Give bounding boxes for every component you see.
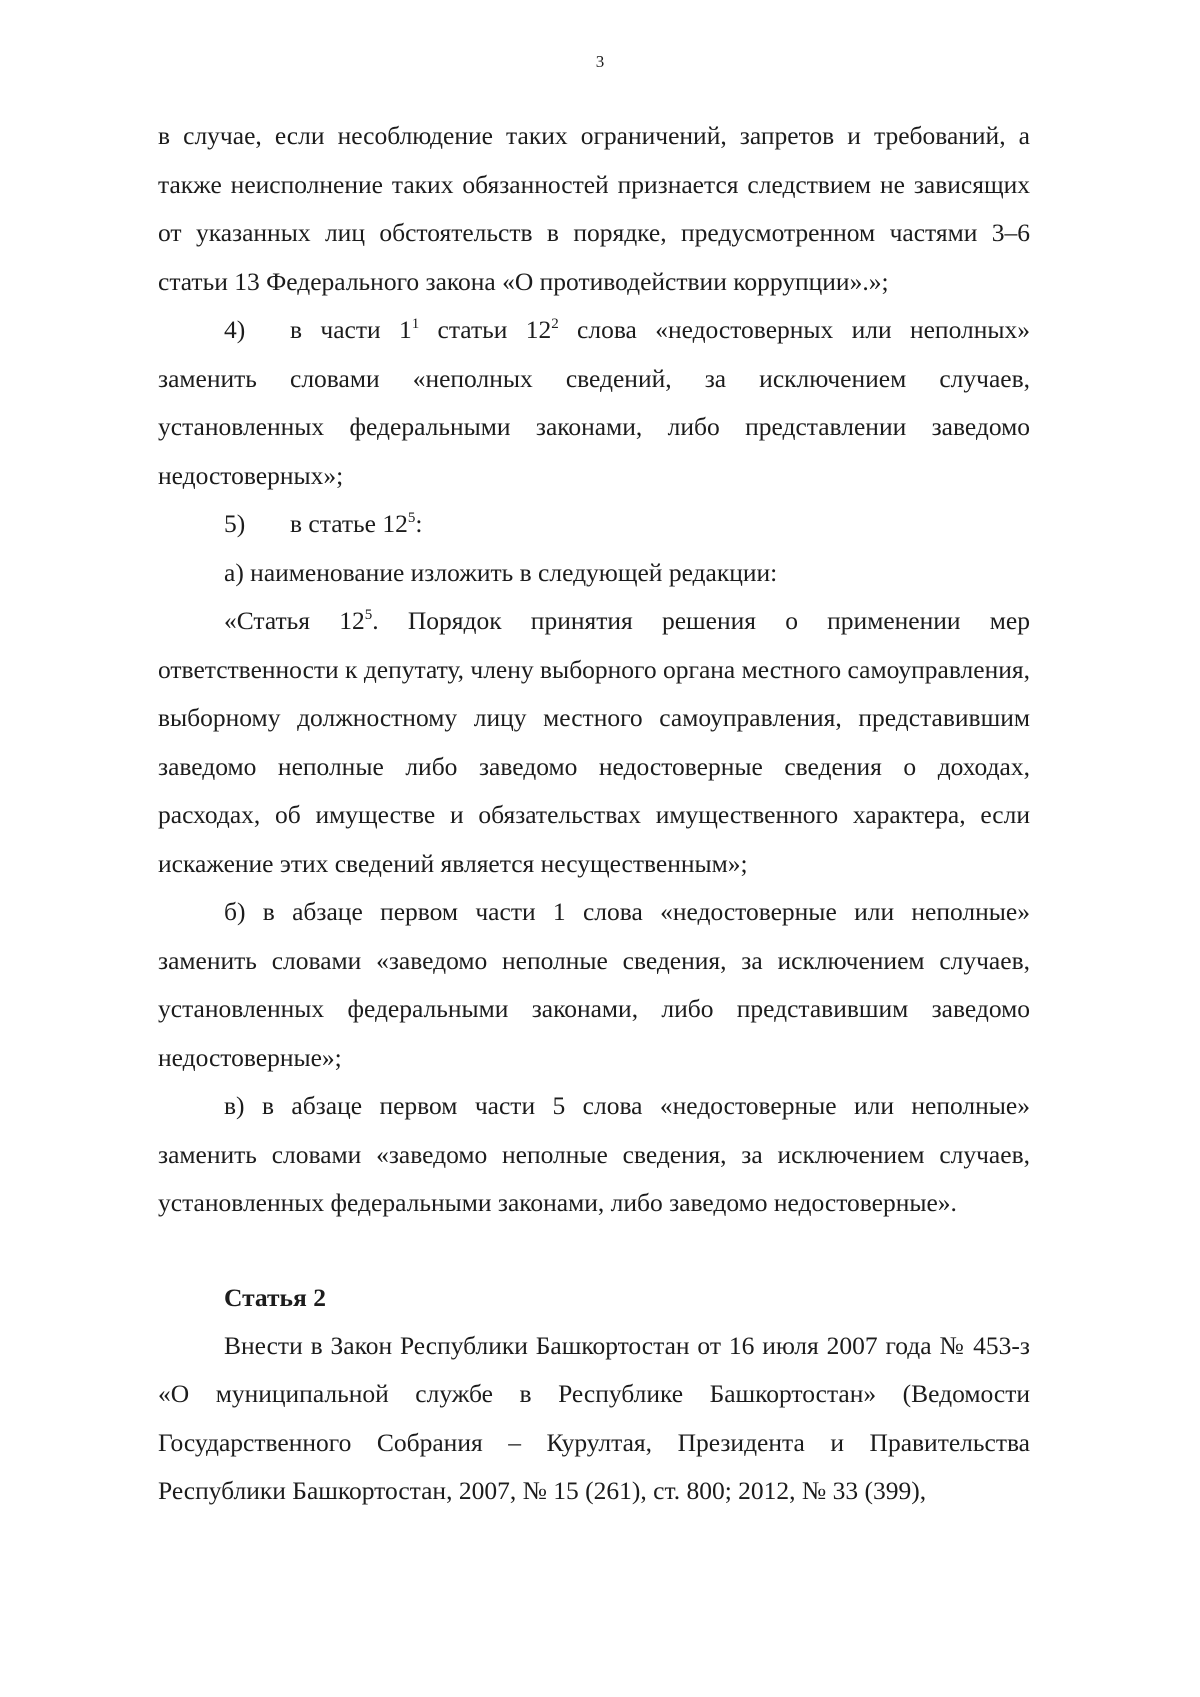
superscript: 5 [364,607,373,623]
paragraph-item-4 [158,306,1030,500]
item-number: 4) [224,315,246,344]
paragraph-text: в части 1 [290,315,412,344]
item-number: 5) [224,509,246,538]
superscript: 2 [551,316,559,332]
paragraph-text: . Порядок принятия решения о применении мер ответственности к депутату, члену выборного органа местного самоуправления, выборному должностному лицу местного самоуправления, представившим заведомо неполные либо заведомо недостоверные сведения о доходах, расходах, об имуществе и обязательствах имущественного характера, если искажение этих сведений является несущественным»; [158,606,1030,878]
superscript: 1 [411,316,420,332]
article-heading: Статья 2 [224,1282,326,1312]
paragraph-text: в статье 12 [290,509,408,538]
paragraph-item-5 [158,500,1030,549]
paragraph-continuation: в случае, если несоблюдение таких ограничений, запретов и требований, а также неисполнение таких обязанностей признается следствием не зависящих от указанных лиц обстоятельств в порядке, предусмотренном частями 3–6 статьи 13 Федерального закона «О противодействии коррупции».»; [158,121,1030,296]
paragraph-text: «Статья 12 [224,606,365,635]
paragraph-text: : [415,509,423,538]
paragraph-subitem-a: а) наименование изложить в следующей редакции: [224,557,778,587]
page-number: 3 [595,52,605,71]
paragraph-text: слова «недостоверных или неполных» заменить словами «неполных сведений, за исключением случаев, установленных федеральными законами, либо представлении заведомо недостоверных»; [158,315,1030,490]
paragraph-subitem-v: в) в абзаце первом части 5 слова «недостоверные или неполные» заменить словами «заведомо неполные сведения, за исключением случаев, установленных федеральными законами, либо заведомо недостоверные». [158,1091,1030,1217]
document-body [158,112,1030,1516]
superscript: 5 [407,510,416,526]
paragraph-text: статьи 12 [419,315,552,344]
paragraph-article-title [158,597,1030,888]
article-2-paragraph: Внести в Закон Республики Башкортостан от 16 июля 2007 года № 453-з «О муниципальной службе в Республике Башкортостан» (Ведомости Государственного Собрания – Курултая, Президента и Правительства Республики Башкортостан, 2007, № 15 (261), ст. 800; 2012, № 33 (399), [158,1330,1030,1505]
paragraph-subitem-b: б) в абзаце первом части 1 слова «недостоверные или неполные» заменить словами «заведомо неполные сведения, за исключением случаев, установленных федеральными законами, либо представившим заведомо недостоверные»; [158,897,1030,1072]
